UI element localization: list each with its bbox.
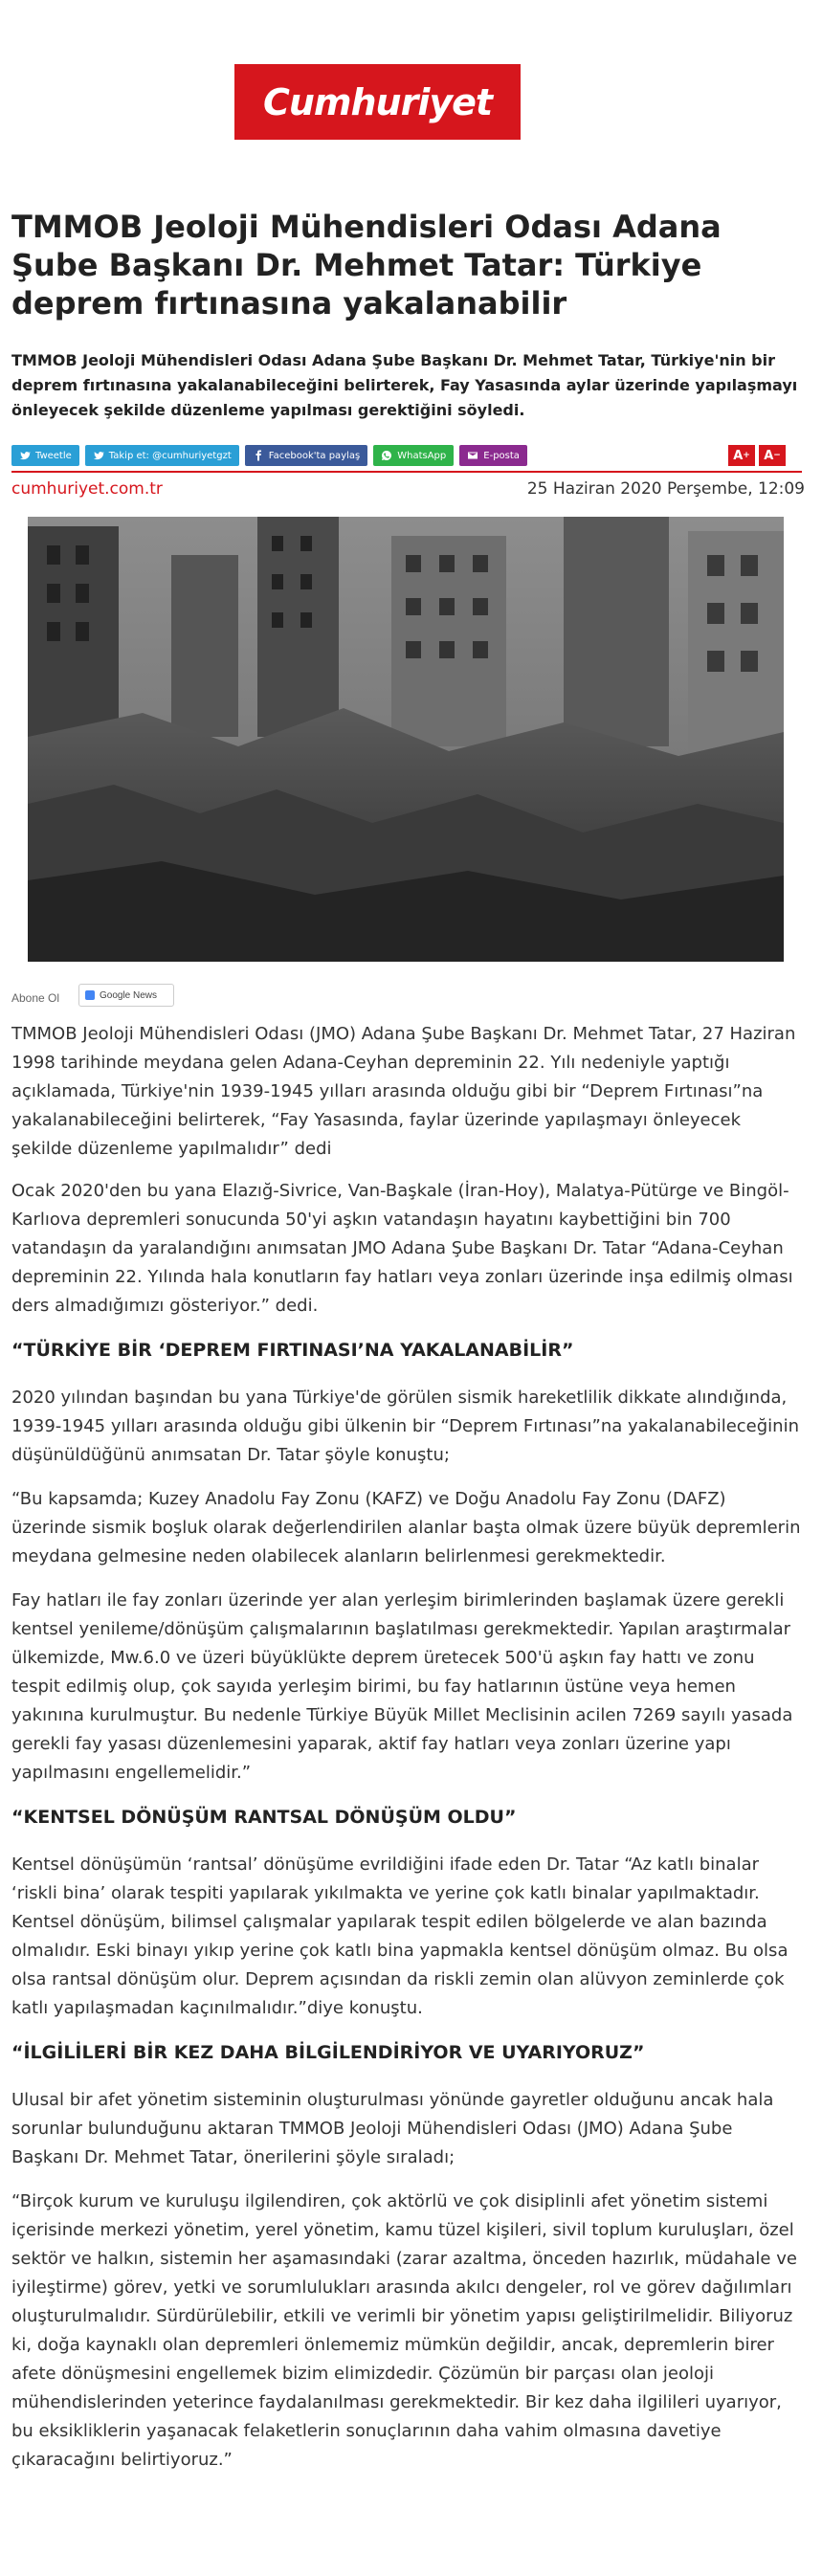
facebook-share-button[interactable] xyxy=(245,445,367,466)
follow-twitter-button[interactable] xyxy=(85,445,239,466)
article-source[interactable]: cumhuriyet.com.tr xyxy=(11,479,163,499)
subheading: “İLGİLİLERİ BİR KEZ DAHA BİLGİLENDİRİYOR VE UYARIYORUZ” xyxy=(11,2042,645,2063)
share-bar xyxy=(11,445,527,466)
facebook-icon xyxy=(253,450,264,461)
follow-label: Abone Ol xyxy=(11,991,60,1005)
destroyed-city-photo xyxy=(28,517,784,962)
whatsapp-label: WhatsApp xyxy=(397,450,447,461)
google-news-label: Google News xyxy=(100,989,158,1001)
google-news-button[interactable] xyxy=(78,984,174,1007)
twitter-icon xyxy=(93,450,104,461)
hero-image xyxy=(28,517,784,962)
subheading: “KENTSEL DÖNÜŞÜM RANTSAL DÖNÜŞÜM OLDU” xyxy=(11,1807,517,1828)
paragraph: “Bu kapsamda; Kuzey Anadolu Fay Zonu (KAFZ) ve Doğu Anadolu Fay Zonu (DAFZ) üzerinde sismik boşluk olarak değerlendirilen alanlar başta olmak üzere büyük depremlerin meydana gelmesine neden olabilecek alanların belirlenmesi gerekmektedir. xyxy=(11,1489,801,1566)
divider xyxy=(11,471,802,473)
whatsapp-icon xyxy=(381,450,392,461)
google-news-icon xyxy=(85,990,95,1000)
article-lead: TMMOB Jeoloji Mühendisleri Odası Adana Şube Başkanı Dr. Mehmet Tatar, Türkiye'nin bir deprem fırtınasına yakalanabileceğini belirterek, Fay Yasasında aylar üzerinde yapılaşmayı önleyecek şekilde düzenleme yapılması gerektiğini söyledi. xyxy=(11,351,798,419)
facebook-label: Facebook'ta paylaş xyxy=(268,450,361,461)
email-label: E-posta xyxy=(483,450,520,461)
twitter-icon xyxy=(19,450,31,461)
tweet-label: Tweetle xyxy=(35,450,72,461)
paragraph: Fay hatları ile fay zonları üzerinde yer alan yerleşim birimlerinden başlamak üzere gerekli kentsel yenileme/dönüşüm çalışmalarının başlatılması gerekmektedir. Yapılan araştırmalar ülkemizde, Mw.6.0 ve üzeri büyüklükte deprem üretecek 500'ü aşkın fay hattı ve zonu tespit edilmiş olup, çok sayıda yerleşim birimi, bu fay hatlarının üstüne veya hemen yakınına kurulmuştur. Bu nedenle Türkiye Büyük Millet Meclisinin acilen 7269 sayılı yasada gerekli fay yasası düzenlemesini yaparak, aktif fay hatları veya zonları üzerine yapı yapılmasını engellemelidir.” xyxy=(11,1590,793,1783)
paragraph: Ulusal bir afet yönetim sisteminin oluşturulması yönünde gayretler olduğunu ancak hala sorunlar bulunduğunu aktaran TMMOB Jeoloji Mühendisleri Odası (JMO) Adana Şube Başkanı Dr. Mehmet Tatar, önerilerini şöyle sıraladı; xyxy=(11,2090,774,2167)
paragraph: 2020 yılından başından bu yana Türkiye'de görülen sismik hareketlilik dikkate alındığında, 1939-1945 yılları arasında olduğu gibi ülkenin bir “Deprem Fırtınası”na yakalanabileceğinin düşünüldüğünü anımsatan Dr. Tatar şöyle konuştu; xyxy=(11,1388,799,1465)
logo-text: Cumhuriyet xyxy=(262,80,493,123)
paragraph: “Birçok kurum ve kuruluşu ilgilendiren, çok aktörlü ve çok disiplinli afet yönetim sistemi içerisinde merkezi yönetim, yerel yönetim, kamu tüzel kişileri, sivil toplum kuruluşları, özel sektör ve halkın, sistemin her aşamasındaki (zarar azaltma, önceden hazırlık, müdahale ve iyileştirme) görev, yetki ve sorumlulukları arasında akılcı dengeler, rol ve görev dağılımları oluşturulmalıdır. Sürdürülebilir, etkili ve verimli bir yönetim yapısı geliştirilmelidir. Biliyoruz ki, doğa kaynaklı olan depremleri önlememiz mümkün değildir, ancak, depremlerin birer afete dönüşmesini engellemek bizim elimizdedir. Çözümün bir parçası olan jeoloji mühendislerinden yeterince faydalanılması gerekmektedir. Bir kez daha ilgilileri uyarıyor, bu eksikliklerin yaşanacak felaketlerin sonuçlarının daha vahim olmasına davetiye çıkaracağını belirtiyoruz.” xyxy=(11,2191,797,2470)
subheading: “TÜRKİYE BİR ‘DEPREM FIRTINASI’NA YAKALANABİLİR” xyxy=(11,1340,574,1361)
paragraph: Ocak 2020'den bu yana Elazığ-Sivrice, Van-Başkale (İran-Hoy), Malatya-Pütürge ve Bingöl-Karlıova depremleri sonucunda 50'yi aşkın vatandaşın hayatını kaybettiğini bin 700 vatandaşın da yaralandığını anımsatan JMO Adana Şube Başkanı Dr. Tatar “Adana-Ceyhan depreminin 22. Yılında hala konutların fay hatları veya zonları üzerinde inşa edilmiş olması ders almadığımızı gösteriyor.” dedi. xyxy=(11,1181,793,1316)
article-date: 25 Haziran 2020 Perşembe, 12:09 xyxy=(526,479,805,499)
tweet-button[interactable] xyxy=(11,445,79,466)
font-decrease-button[interactable]: A − xyxy=(759,445,786,466)
envelope-icon xyxy=(467,450,478,461)
article-title: TMMOB Jeoloji Mühendisleri Odası Adana Şube Başkanı Dr. Mehmet Tatar: Türkiye deprem fırtınasına yakalanabilir xyxy=(11,209,722,322)
paragraph: Kentsel dönüşümün ‘rantsal’ dönüşüme evrildiğini ifade eden Dr. Tatar “Az katlı binalar ‘riskli bina’ olarak tespiti yapılarak yıkılmakta ve yerine çok katlı binalar yapılmaktadır. Kentsel dönüşüm, bilimsel çalışmalar yapılarak tespit edilen bölgelerde ve alan bazında olmalıdır. Eski binayı yıkıp yerine çok katlı bina yapmakla kentsel dönüşüm olmaz. Bu olsa olsa rantsal dönüşüm olur. Deprem açısından da riskli zemin olan alüvyon zeminlerde çok katlı yapılaşmadan kaçınılmalıdır.”diye konuştu. xyxy=(11,1854,789,2018)
site-logo[interactable] xyxy=(234,64,521,140)
email-share-button[interactable] xyxy=(459,445,527,466)
font-size-controls xyxy=(728,445,786,466)
font-increase-button[interactable]: A + xyxy=(728,445,755,466)
article-body xyxy=(11,1020,802,2490)
paragraph: TMMOB Jeoloji Mühendisleri Odası (JMO) Adana Şube Başkanı Dr. Mehmet Tatar, 27 Haziran 1998 tarihinde meydana gelen Adana-Ceyhan depreminin 22. Yılı nedeniyle yaptığı açıklamada, Türkiye'nin 1939-1945 yılları arasında olduğu gibi bir “Deprem Fırtınası”na yakalanabileceğini belirterek, “Fay Yasasında, faylar üzerinde yapılaşmayı önleyecek şekilde düzenleme yapılmalıdır” dedi xyxy=(11,1024,796,1159)
whatsapp-share-button[interactable] xyxy=(373,445,454,466)
follow-label: Takip et: @cumhuriyetgzt xyxy=(108,450,232,461)
